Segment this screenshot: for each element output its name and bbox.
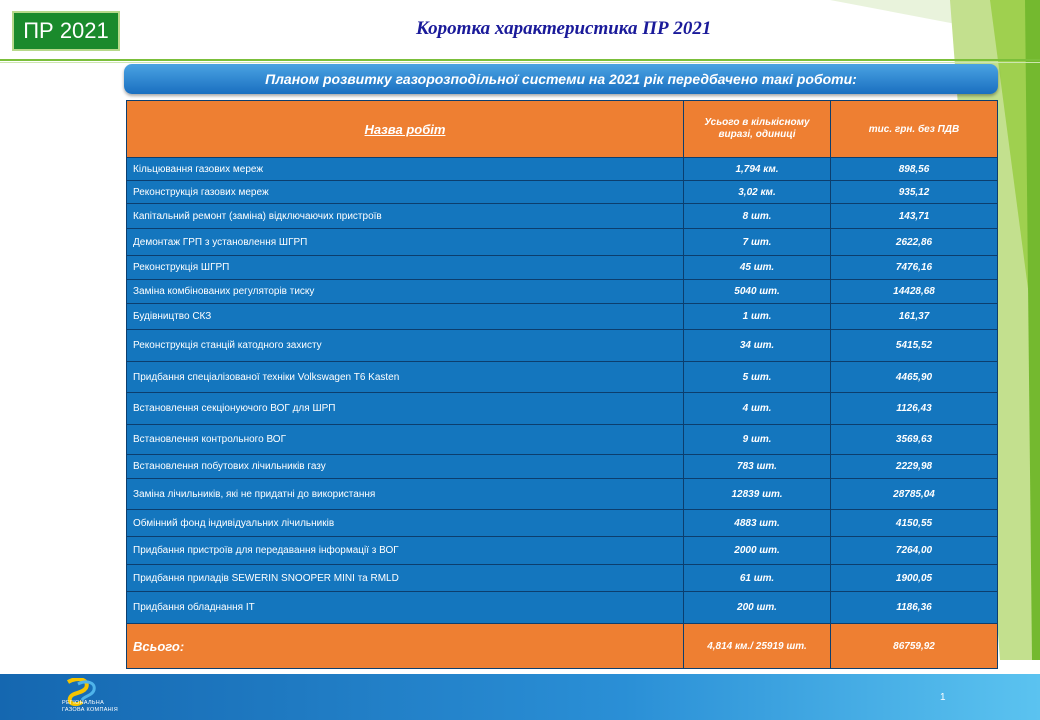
cell-cost: 898,56 [831,158,998,181]
table-row [127,304,998,330]
cell-cost: 3569,63 [831,425,998,455]
cell-quantity: 2000 шт. [684,537,831,565]
cell-name: Реконструкція ШГРП [127,256,684,280]
cell-quantity: 12839 шт. [684,479,831,510]
header-cost: тис. грн. без ПДВ [831,101,998,158]
cell-cost: 2229,98 [831,455,998,479]
cell-name: Демонтаж ГРП з установлення ШГРП [127,229,684,256]
cell-name: Встановлення секціонуючого ВОГ для ШРП [127,393,684,425]
cell-quantity: 5040 шт. [684,280,831,304]
cell-name: Придбання приладів SEWERIN SNOOPER MINI та RMLD [127,565,684,592]
cell-cost: 7264,00 [831,537,998,565]
cell-name: Заміна комбінованих регуляторів тиску [127,280,684,304]
cell-quantity: 7 шт. [684,229,831,256]
table-row [127,204,998,229]
total-row [127,624,998,669]
table-row [127,537,998,565]
table-row [127,181,998,204]
works-table [126,100,998,669]
table-row [127,565,998,592]
table-row [127,455,998,479]
cell-quantity: 4 шт. [684,393,831,425]
cell-name: Заміна лічильників, які не придатні до використання [127,479,684,510]
cell-name: Будівництво СКЗ [127,304,684,330]
header-divider-light [0,62,1040,63]
cell-cost: 1900,05 [831,565,998,592]
table-row [127,229,998,256]
company-name: РЕГІОНАЛЬНА ГАЗОВА КОМПАНІЯ [62,700,119,713]
cell-quantity: 4883 шт. [684,510,831,537]
table-row [127,510,998,537]
cell-cost: 2622,86 [831,229,998,256]
cell-cost: 28785,04 [831,479,998,510]
badge-label: ПР 2021 [23,18,109,43]
table-row [127,479,998,510]
banner-text: Планом розвитку газорозподільної системи на 2021 рік передбачено такі роботи: [265,71,857,87]
footer-bar [0,674,1040,720]
header-quantity: Усього в кількісному виразі, одиниці [684,101,831,158]
header-work-name: Назва робіт [127,101,684,158]
page-number: 1 [940,692,946,703]
cell-name: Встановлення контрольного ВОГ [127,425,684,455]
total-label: Всього: [127,624,684,669]
cell-cost: 935,12 [831,181,998,204]
cell-cost: 1126,43 [831,393,998,425]
cell-cost: 161,37 [831,304,998,330]
table-body [127,158,998,669]
presentation-badge [12,11,120,51]
cell-quantity: 34 шт. [684,330,831,362]
cell-name: Придбання пристроїв для передавання інформації з ВОГ [127,537,684,565]
section-banner [124,64,998,94]
table-row [127,256,998,280]
cell-name: Придбання обладнання ІТ [127,592,684,624]
table-row [127,425,998,455]
cell-quantity: 45 шт. [684,256,831,280]
table-row [127,330,998,362]
cell-cost: 4465,90 [831,362,998,393]
cell-cost: 143,71 [831,204,998,229]
cell-name: Обмінний фонд індивідуальних лічильників [127,510,684,537]
cell-name: Капітальний ремонт (заміна) відключаючих пристроїв [127,204,684,229]
table-row [127,158,998,181]
cell-cost: 5415,52 [831,330,998,362]
header-divider [0,59,1040,61]
cell-quantity: 1,794 км. [684,158,831,181]
table-row [127,592,998,624]
cell-name: Реконструкція станцій катодного захисту [127,330,684,362]
cell-quantity: 5 шт. [684,362,831,393]
cell-quantity: 783 шт. [684,455,831,479]
table-header-row [127,101,998,158]
cell-quantity: 61 шт. [684,565,831,592]
cell-quantity: 9 шт. [684,425,831,455]
cell-quantity: 200 шт. [684,592,831,624]
table-row [127,393,998,425]
cell-name: Реконструкція газових мереж [127,181,684,204]
cell-quantity: 3,02 км. [684,181,831,204]
total-quantity: 4,814 км./ 25919 шт. [684,624,831,669]
cell-quantity: 8 шт. [684,204,831,229]
cell-cost: 7476,16 [831,256,998,280]
table-row [127,362,998,393]
cell-cost: 1186,36 [831,592,998,624]
cell-quantity: 1 шт. [684,304,831,330]
cell-cost: 14428,68 [831,280,998,304]
cell-cost: 4150,55 [831,510,998,537]
cell-name: Кільцювання газових мереж [127,158,684,181]
cell-name: Встановлення побутових лічильників газу [127,455,684,479]
cell-name: Придбання спеціалізованої техніки Volkswagen T6 Kasten [127,362,684,393]
slide-title: Коротка характеристика ПР 2021 [416,18,712,39]
company-logo-icon [56,678,126,720]
table-row [127,280,998,304]
total-cost: 86759,92 [831,624,998,669]
